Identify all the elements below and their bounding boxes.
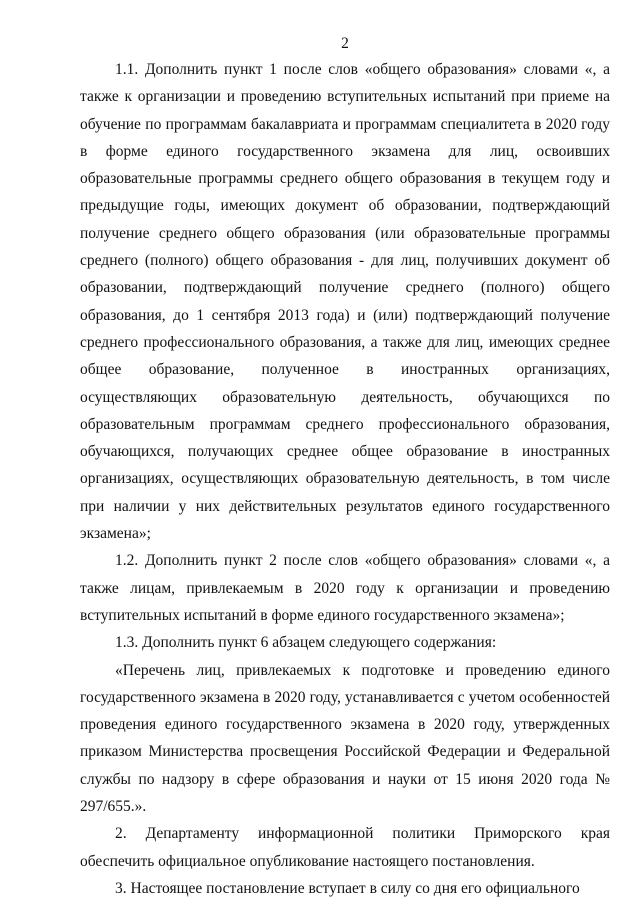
page-number: 2 (341, 35, 349, 52)
paragraph-1-1: 1.1. Дополнить пункт 1 после слов «общего образования» словами «, а также к организации и проведению вступительных испытаний при приеме на обучение по программам бакалавриата и программам специалитета в 2020 году в форме единого государственного экзамена для лиц, освоивших образовательные программы среднего общего образования в текущем году и предыдущие годы, имеющих документ об образовании, подтверждающий получение среднего общего образования (или образовательные программы среднего (полного) общего образования - для лиц, получивших документ об образовании, подтверждающий получение среднего (полного) общего образования, до 1 сентября 2013 года) и (или) подтверждающий получение среднего профессионального образования, а также для лиц, имеющих среднее общее образование, полученное в иностранных организациях, осуществляющих образовательную деятельность, обучающихся по образовательным программам среднего профессионального образования, обучающихся, получающих среднее общее образование в иностранных организациях, осуществляющих образовательную деятельность, в том числе при наличии у них действительных результатов единого государственного экзамена»; (80, 61, 610, 543)
paragraph-1-2: 1.2. Дополнить пункт 2 после слов «общего образования» словами «, а также лицам, привлекаемым в 2020 году к организации и проведению вступительных испытаний в форме единого государственного экзамена»; (80, 552, 610, 624)
paragraph-3: 3. Настоящее постановление вступает в силу со дня его официального (115, 879, 580, 897)
paragraph-1-3: 1.3. Дополнить пункт 6 абзацем следующего содержания: (115, 634, 497, 652)
paragraph-quote: «Перечень лиц, привлекаемых к подготовке и проведению единого государственного экзамена в 2020 году, устанавливается с учетом особенностей проведения единого государственного экзамена в 2020 году, утвержденных приказом Министерства просвещения Российской Федерации и Федеральной службы по надзору в сфере образования и науки от 15 июня 2020 года № 297/655.». (80, 661, 610, 816)
paragraph-2: 2. Департаменту информационной политики Приморского края обеспечить официальное опубликование настоящего постановления. (80, 825, 610, 870)
